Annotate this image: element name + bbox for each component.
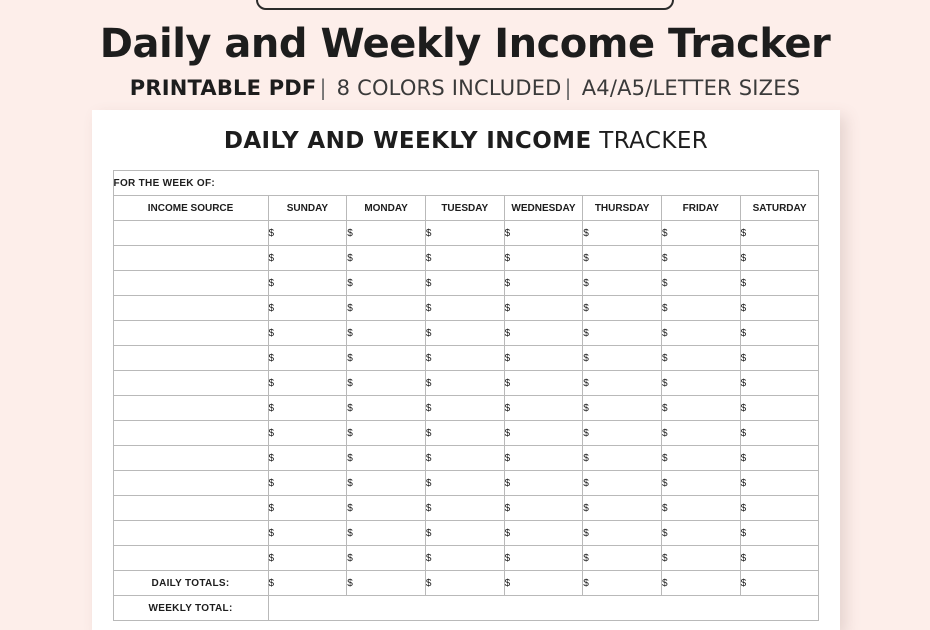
amount-input[interactable]: $ [740,396,819,421]
amount-input[interactable]: $ [583,396,662,421]
amount-input[interactable]: $ [425,346,504,371]
amount-input[interactable]: $ [504,546,583,571]
table-row [113,446,819,471]
column-header-saturday: SATURDAY [740,196,819,221]
income-source-input[interactable] [113,521,268,546]
amount-input[interactable]: $ [661,496,740,521]
column-header-sunday: SUNDAY [268,196,347,221]
amount-input[interactable]: $ [425,546,504,571]
income-source-input[interactable] [113,546,268,571]
amount-input[interactable]: $ [740,496,819,521]
table-row [113,546,819,571]
income-source-input[interactable] [113,221,268,246]
amount-input[interactable]: $ [504,471,583,496]
amount-input[interactable]: $ [504,221,583,246]
daily-total-input[interactable]: $ [661,571,740,596]
subtitle-sizes: A4/A5/LETTER SIZES [581,76,801,100]
amount-input[interactable]: $ [504,271,583,296]
amount-input[interactable]: $ [661,296,740,321]
table-header-row [113,196,819,221]
table-row [113,421,819,446]
income-source-input[interactable] [113,471,268,496]
amount-input[interactable]: $ [347,296,426,321]
table-row [113,371,819,396]
amount-input[interactable]: $ [661,546,740,571]
daily-total-input[interactable]: $ [740,571,819,596]
amount-input[interactable]: $ [504,321,583,346]
amount-input[interactable]: $ [347,421,426,446]
daily-total-input[interactable]: $ [425,571,504,596]
amount-input[interactable]: $ [740,546,819,571]
amount-input[interactable]: $ [347,371,426,396]
amount-input[interactable]: $ [504,346,583,371]
amount-input[interactable]: $ [740,271,819,296]
amount-input[interactable]: $ [740,446,819,471]
daily-total-input[interactable]: $ [268,571,347,596]
amount-input[interactable]: $ [583,446,662,471]
amount-input[interactable]: $ [661,521,740,546]
amount-input[interactable]: $ [740,371,819,396]
amount-input[interactable]: $ [661,471,740,496]
amount-input[interactable]: $ [268,296,347,321]
amount-input[interactable]: $ [583,321,662,346]
amount-input[interactable]: $ [425,396,504,421]
amount-input[interactable]: $ [661,271,740,296]
column-header-tuesday: TUESDAY [425,196,504,221]
income-source-input[interactable] [113,321,268,346]
table-row [113,321,819,346]
amount-input[interactable]: $ [740,296,819,321]
amount-input[interactable]: $ [347,321,426,346]
amount-input[interactable]: $ [661,321,740,346]
amount-input[interactable]: $ [740,246,819,271]
amount-input[interactable]: $ [504,521,583,546]
table-row [113,521,819,546]
printable-sheet [92,110,840,630]
amount-input[interactable]: $ [583,296,662,321]
table-row [113,396,819,421]
amount-input[interactable]: $ [740,321,819,346]
weekly-total-row [113,596,819,621]
page-subtitle [0,76,930,100]
table-row [113,246,819,271]
amount-input[interactable]: $ [740,421,819,446]
column-header-thursday: THURSDAY [583,196,662,221]
amount-input[interactable]: $ [504,446,583,471]
sheet-title-light: TRACKER [599,128,709,154]
week-of-label[interactable]: FOR THE WEEK OF: [113,171,819,196]
amount-input[interactable]: $ [583,421,662,446]
daily-totals-label: DAILY TOTALS: [113,571,268,596]
income-source-input[interactable] [113,271,268,296]
amount-input[interactable]: $ [347,271,426,296]
amount-input[interactable]: $ [268,346,347,371]
amount-input[interactable]: $ [347,471,426,496]
amount-input[interactable]: $ [583,221,662,246]
amount-input[interactable]: $ [661,446,740,471]
amount-input[interactable]: $ [504,246,583,271]
amount-input[interactable]: $ [661,246,740,271]
amount-input[interactable]: $ [583,246,662,271]
amount-input[interactable]: $ [425,246,504,271]
amount-input[interactable]: $ [268,246,347,271]
amount-input[interactable]: $ [740,221,819,246]
amount-input[interactable]: $ [268,496,347,521]
amount-input[interactable]: $ [268,321,347,346]
amount-input[interactable]: $ [504,496,583,521]
amount-input[interactable]: $ [268,221,347,246]
daily-totals-row [113,571,819,596]
column-header-friday: FRIDAY [661,196,740,221]
amount-input[interactable]: $ [504,296,583,321]
amount-input[interactable]: $ [583,496,662,521]
amount-input[interactable]: $ [268,471,347,496]
amount-input[interactable]: $ [268,546,347,571]
amount-input[interactable]: $ [425,446,504,471]
table-row [113,271,819,296]
week-of-row [113,171,819,196]
amount-input[interactable]: $ [583,346,662,371]
amount-input[interactable]: $ [425,271,504,296]
table-row [113,471,819,496]
amount-input[interactable]: $ [347,396,426,421]
amount-input[interactable]: $ [583,546,662,571]
amount-input[interactable]: $ [347,446,426,471]
amount-input[interactable]: $ [740,521,819,546]
amount-input[interactable]: $ [661,421,740,446]
amount-input[interactable]: $ [425,296,504,321]
amount-input[interactable]: $ [268,421,347,446]
column-header-wednesday: WEDNESDAY [504,196,583,221]
daily-total-input[interactable]: $ [504,571,583,596]
amount-input[interactable]: $ [268,521,347,546]
income-source-input[interactable] [113,496,268,521]
amount-input[interactable]: $ [740,471,819,496]
amount-input[interactable]: $ [583,471,662,496]
amount-input[interactable]: $ [425,421,504,446]
amount-input[interactable]: $ [347,521,426,546]
income-source-input[interactable] [113,371,268,396]
amount-input[interactable]: $ [425,221,504,246]
amount-input[interactable]: $ [661,346,740,371]
amount-input[interactable]: $ [661,371,740,396]
weekly-total-label: WEEKLY TOTAL: [113,596,268,621]
amount-input[interactable]: $ [504,371,583,396]
amount-input[interactable]: $ [583,521,662,546]
income-source-input[interactable] [113,246,268,271]
amount-input[interactable]: $ [425,521,504,546]
amount-input[interactable]: $ [268,446,347,471]
amount-input[interactable]: $ [425,471,504,496]
daily-total-input[interactable]: $ [583,571,662,596]
amount-input[interactable]: $ [740,346,819,371]
amount-input[interactable]: $ [425,321,504,346]
amount-input[interactable]: $ [661,396,740,421]
amount-input[interactable]: $ [583,271,662,296]
amount-input[interactable]: $ [268,371,347,396]
subtitle-printable-pdf: PRINTABLE PDF [129,76,317,100]
subtitle-separator-2: | [564,76,572,100]
daily-total-input[interactable]: $ [347,571,426,596]
weekly-total-input[interactable] [268,596,819,621]
income-tracker-table [113,170,820,621]
top-cropped-pill [256,0,674,10]
table-row [113,221,819,246]
column-header-monday: MONDAY [347,196,426,221]
subtitle-separator-1: | [319,76,327,100]
amount-input[interactable]: $ [425,371,504,396]
income-source-input[interactable] [113,396,268,421]
page-title: Daily and Weekly Income Tracker [99,21,831,67]
table-row [113,296,819,321]
amount-input[interactable]: $ [504,421,583,446]
amount-input[interactable]: $ [347,346,426,371]
amount-input[interactable]: $ [268,271,347,296]
amount-input[interactable]: $ [347,246,426,271]
amount-input[interactable]: $ [347,221,426,246]
column-header-income-source: INCOME SOURCE [113,196,268,221]
sheet-title-bold: DAILY AND WEEKLY INCOME [223,128,592,154]
amount-input[interactable]: $ [268,396,347,421]
table-row [113,496,819,521]
income-source-input[interactable] [113,296,268,321]
income-source-input[interactable] [113,446,268,471]
amount-input[interactable]: $ [583,371,662,396]
amount-input[interactable]: $ [347,546,426,571]
amount-input[interactable]: $ [347,496,426,521]
amount-input[interactable]: $ [661,221,740,246]
amount-input[interactable]: $ [425,496,504,521]
income-source-input[interactable] [113,346,268,371]
amount-input[interactable]: $ [504,396,583,421]
table-row [113,346,819,371]
income-source-input[interactable] [113,421,268,446]
subtitle-colors-included: 8 COLORS INCLUDED [336,76,562,100]
sheet-title [92,128,840,154]
